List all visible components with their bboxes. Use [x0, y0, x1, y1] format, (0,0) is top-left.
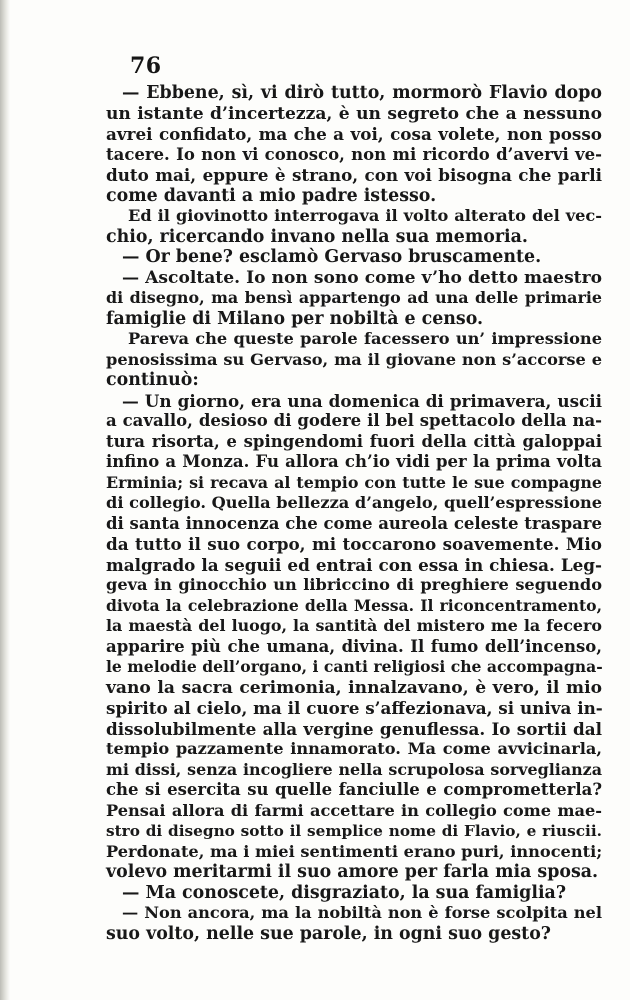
text-line: — Non ancora, ma la nobiltà non è forse scolpita nel	[122, 903, 602, 922]
text-body	[106, 83, 602, 944]
text-line: penosissima su Gervaso, ma il giovane non s’accorse e	[106, 349, 602, 369]
text-line: tacere. Io non vi conosco, non mi ricordo d’avervi ve-	[106, 144, 602, 164]
text-line: di collegio. Quella bellezza d’angelo, quell’espressione	[106, 493, 603, 512]
text-line: un istante d’incertezza, è un segreto che a nessuno	[106, 103, 602, 124]
text-line: spirito al cielo, ma il cuore s’affezionava, si univa in-	[106, 698, 603, 718]
page-spine-shadow	[0, 0, 10, 1000]
page-number: 76	[130, 53, 162, 79]
text-line: geva in ginocchio un libriccino di preghiere seguendo	[106, 575, 602, 594]
text-line: a cavallo, desioso di godere il bel spettacolo della na-	[106, 411, 602, 430]
text-line: — Un giorno, era una domenica di primavera, uscii	[122, 390, 602, 411]
text-line: Ed il giovinotto interrogava il volto alterato del vec-	[128, 206, 602, 225]
text-line: da tutto il suo corpo, mi toccarono soavemente. Mio	[106, 534, 602, 554]
text-line: — Or bene? esclamò Gervaso bruscamente.	[122, 247, 542, 267]
text-line: come davanti a mio padre istesso.	[106, 185, 437, 206]
text-line: la maestà del luogo, la santità del mistero me la fecero	[106, 616, 602, 635]
text-line: di disegno, ma bensì appartengo ad una delle primarie	[106, 288, 602, 307]
text-line: famiglie di Milano per nobiltà e censo.	[106, 308, 484, 329]
text-line: mi dissi, senza incogliere nella scrupolosa sorveglianza	[106, 759, 602, 779]
text-line: infino a Monza. Fu allora ch’io vidi per la prima volta	[106, 452, 602, 471]
text-line: Perdonate, ma i miei sentimenti erano puri, innocenti;	[106, 841, 603, 861]
text-line: — Ma conoscete, disgraziato, la sua famiglia?	[122, 882, 567, 903]
text-line: che si esercita su quelle fanciulle e comprometterla?	[106, 780, 602, 799]
text-line: tura risorta, e spingendomi fuori della città galoppai	[106, 431, 602, 451]
text-line: — Ascoltate. Io non sono come v’ho detto maestro	[122, 267, 602, 288]
text-line: — Ebbene, sì, vi dirò tutto, mormorò Flavio dopo	[122, 83, 602, 103]
text-line: le melodie dell’organo, i canti religiosi che accompagna-	[106, 657, 603, 676]
text-line: dissolubilmente alla vergine genuflessa. Io sortii dal	[106, 718, 602, 739]
text-line: vano la sacra cerimonia, innalzavano, è vero, il mio	[106, 677, 602, 698]
text-line: stro di disegno sotto il semplice nome di Flavio, e riuscii.	[106, 822, 602, 840]
text-line: Pareva che queste parole facessero un’ impressione	[128, 329, 602, 348]
text-line: divota la celebrazione della Messa. Il riconcentramento,	[106, 595, 602, 615]
text-line: malgrado la seguii ed entrai con essa in chiesa. Leg-	[106, 554, 602, 575]
text-line: suo volto, nelle sue parole, in ogni suo gesto?	[106, 923, 551, 944]
text-line: chio, ricercando invano nella sua memoria.	[106, 226, 528, 247]
text-line: continuò:	[106, 370, 199, 390]
text-line: di santa innocenza che come aureola celeste traspare	[106, 513, 602, 533]
text-line: tempio pazzamente innamorato. Ma come avvicinarla,	[106, 739, 602, 758]
text-line: Pensai allora di farmi accettare in collegio come mae-	[106, 800, 602, 820]
text-line: duto mai, eppure è strano, con voi bisogna che parli	[106, 165, 602, 185]
text-line: volevo meritarmi il suo amore per farla mia sposa.	[106, 862, 599, 882]
text-line: Erminia; si recava al tempio con tutte le sue compagne	[106, 472, 602, 492]
text-line: avrei confidato, ma che a voi, cosa volete, non posso	[106, 124, 602, 144]
text-line: apparire più che umana, divina. Il fumo dell’incenso,	[106, 636, 602, 656]
